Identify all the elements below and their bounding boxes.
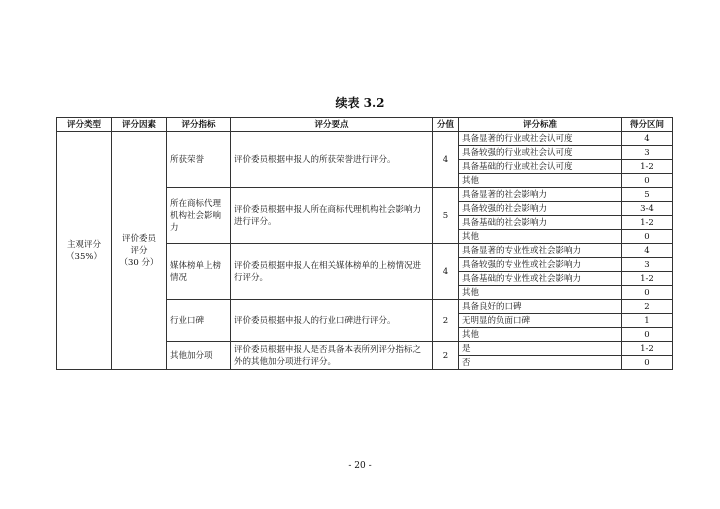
indicator-name: 所获荣誉: [167, 132, 231, 188]
criterion-score: 3: [622, 146, 673, 160]
scoring-table: [56, 117, 673, 370]
indicator-point: 评价委员根据申报人的行业口碑进行评分。: [231, 300, 433, 342]
criterion-standard: 具备显著的专业性或社会影响力: [459, 244, 622, 258]
indicator-value: 2: [433, 342, 459, 370]
criterion-score: 2: [622, 300, 673, 314]
score-factor-line: 评价委员: [121, 233, 156, 244]
indicator-name: 行业口碑: [167, 300, 231, 342]
criterion-standard: 无明显的负面口碑: [459, 314, 622, 328]
criterion-score: 3-4: [622, 202, 673, 216]
criterion-score: 1-2: [622, 342, 673, 356]
criterion-standard: 具备基础的行业或社会认可度: [459, 160, 622, 174]
header-cell: 得分区间: [622, 118, 673, 132]
criterion-standard: 具备较强的专业性或社会影响力: [459, 258, 622, 272]
header-row: [57, 118, 673, 132]
criterion-standard: 是: [459, 342, 622, 356]
criterion-score: 5: [622, 188, 673, 202]
indicator-point: 评价委员根据申报人是否具备本表所列评分指标之外的其他加分项进行评分。: [231, 342, 433, 370]
criterion-score: 4: [622, 132, 673, 146]
score-type-percent: （35%）: [66, 251, 102, 262]
page-number: - 20 -: [348, 461, 372, 471]
criterion-score: 1: [622, 314, 673, 328]
header-cell: 评分类型: [57, 118, 112, 132]
header-cell: 评分指标: [167, 118, 231, 132]
criterion-standard: 否: [459, 356, 622, 370]
header-cell: 评分因素: [112, 118, 167, 132]
criterion-standard: 其他: [459, 286, 622, 300]
score-factor-line: 评分: [130, 245, 148, 256]
indicator-name: 其他加分项: [167, 342, 231, 370]
indicator-value: 4: [433, 132, 459, 188]
criterion-score: 4: [622, 244, 673, 258]
score-type-label: 主观评分: [66, 239, 101, 250]
indicator-point: 评价委员根据申报人在相关媒体榜单的上榜情况进行评分。: [231, 244, 433, 300]
criterion-score: 1-2: [622, 216, 673, 230]
criterion-score: 0: [622, 328, 673, 342]
indicator-name: 所在商标代理机构社会影响力: [167, 188, 231, 244]
criterion-standard: 具备基础的社会影响力: [459, 216, 622, 230]
criterion-standard: 具备较强的行业或社会认可度: [459, 146, 622, 160]
header-cell: 评分标准: [459, 118, 622, 132]
score-factor-cell: [112, 132, 167, 370]
indicator-name: 媒体榜单上榜情况: [167, 244, 231, 300]
criterion-standard: 具备基础的专业性或社会影响力: [459, 272, 622, 286]
indicator-value: 5: [433, 188, 459, 244]
criterion-standard: 具备较强的社会影响力: [459, 202, 622, 216]
indicator-point: 评价委员根据申报人所在商标代理机构社会影响力进行评分。: [231, 188, 433, 244]
criterion-score: 0: [622, 286, 673, 300]
criterion-score: 0: [622, 356, 673, 370]
criterion-standard: 具备显著的行业或社会认可度: [459, 132, 622, 146]
header-cell: 分值: [433, 118, 459, 132]
score-type-cell: [57, 132, 112, 370]
criterion-standard: 具备良好的口碑: [459, 300, 622, 314]
criterion-score: 3: [622, 258, 673, 272]
criterion-score: 1-2: [622, 160, 673, 174]
table-row: [57, 132, 673, 146]
indicator-value: 4: [433, 244, 459, 300]
header-cell: 评分要点: [231, 118, 433, 132]
indicator-value: 2: [433, 300, 459, 342]
criterion-score: 1-2: [622, 272, 673, 286]
indicator-point: 评价委员根据申报人的所获荣誉进行评分。: [231, 132, 433, 188]
criterion-standard: 其他: [459, 230, 622, 244]
criterion-standard: 其他: [459, 174, 622, 188]
criterion-standard: 其他: [459, 328, 622, 342]
criterion-score: 0: [622, 230, 673, 244]
criterion-standard: 具备显著的社会影响力: [459, 188, 622, 202]
table-title: 续表 3.2: [335, 96, 385, 110]
score-factor-line: （30 分）: [119, 257, 159, 268]
criterion-score: 0: [622, 174, 673, 188]
